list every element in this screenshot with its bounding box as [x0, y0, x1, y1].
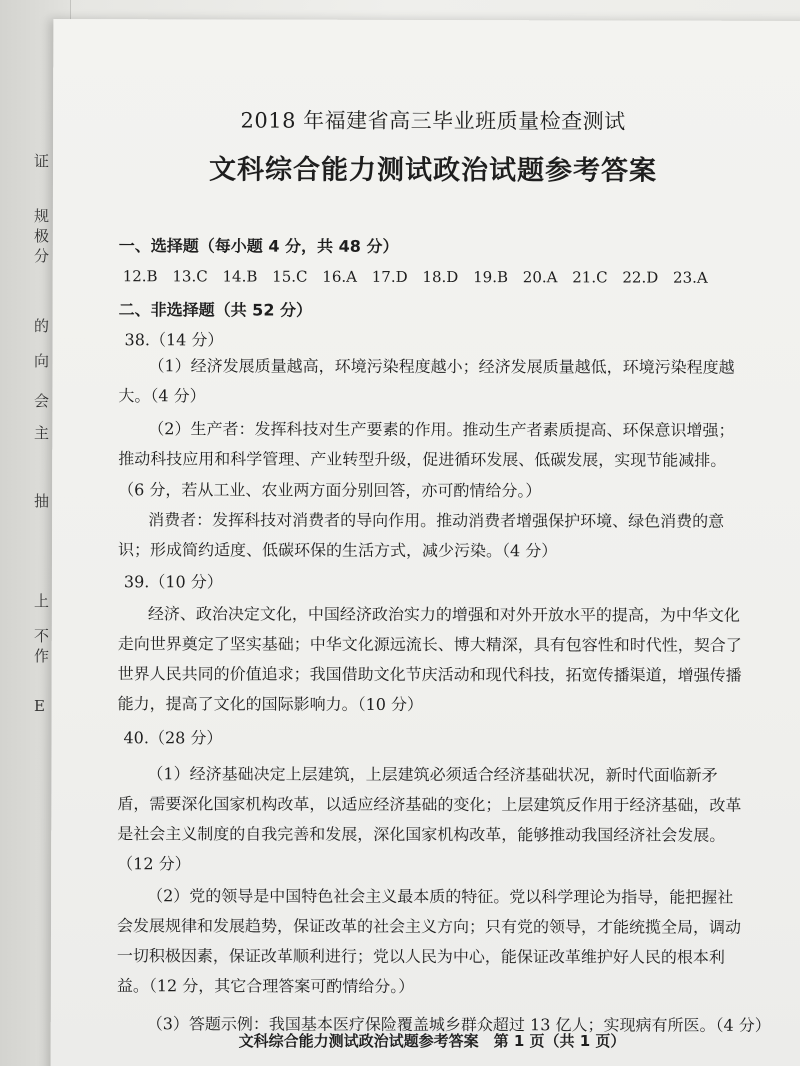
answer-item: 23.A — [673, 268, 708, 287]
answer-item: 15.C — [272, 267, 308, 286]
edge-char: 分 — [34, 247, 50, 265]
q40-text: （2）党的领导是中国特色社会主义最本质的特征。党以科学理论为指导，能把握社 — [147, 886, 734, 907]
q39-text: 世界人民共同的价值追求；我国借助文化节庆活动和现代科技，拓宽传播渠道，增强传播 — [117, 664, 742, 685]
q40-text: 益。（12 分，其它合理答案可酌情给分。） — [116, 976, 415, 996]
edge-char: 上 — [34, 592, 50, 610]
q40-text: 是社会主义制度的自我完善和发展，深化国家机构改革，能够推动我国经济社会发展。 — [117, 824, 726, 845]
q39-label: 39.（10 分） — [123, 572, 223, 592]
q39-text: 走向世界奠定了坚实基础；中华文化源远流长、博大精深，具有包容性和时代性，契合了 — [117, 634, 742, 655]
answer-item: 13.C — [172, 267, 208, 286]
answer-item: 17.D — [371, 267, 408, 286]
q40-text: 一切积极因素，保证改革顺利进行；党以人民为中心，能保证改革维护好人民的根本利 — [116, 946, 725, 967]
q39-text: 经济、政治决定文化，中国经济政治实力的增强和对外开放水平的提高，为中华文化 — [147, 604, 740, 625]
answer-item: 19.B — [473, 268, 509, 287]
choice-answers — [123, 267, 718, 287]
q40-label: 40.（28 分） — [123, 728, 223, 748]
document-title: 2018 年福建省高三毕业班质量检查测试 — [240, 108, 626, 134]
q39-text: 能力，提高了文化的国际影响力。（10 分） — [117, 694, 424, 714]
document-subtitle: 文科综合能力测试政治试题参考答案 — [208, 154, 658, 187]
edge-char: 规 — [34, 207, 50, 225]
answer-item: 16.A — [322, 267, 358, 286]
q38-text: （6 分，若从工业、农业两方面分别回答，亦可酌情给分。） — [118, 480, 542, 501]
q38-label: 38.（14 分） — [124, 330, 224, 350]
answer-item: 18.D — [422, 267, 459, 287]
q38-text: 大。（4 分） — [118, 386, 206, 406]
answer-item: 21.C — [572, 268, 608, 287]
edge-char: E — [34, 697, 45, 715]
answer-item: 20.A — [522, 268, 558, 287]
answer-sheet — [51, 19, 800, 1066]
q38-text: （1）经济发展质量越高，环境污染程度越小；经济发展质量越低，环境污染程度越 — [148, 356, 735, 377]
edge-char: 抽 — [34, 492, 50, 510]
section-2-heading: 二、非选择题（共 52 分） — [118, 300, 313, 320]
q40-text: 盾，需要深化国家机构改革，以适应经济基础的变化；上层建筑反作用于经济基础，改革 — [117, 794, 742, 815]
edge-char: 主 — [34, 424, 50, 442]
edge-char: 证 — [34, 152, 50, 170]
answer-item: 14.B — [222, 267, 258, 286]
q40-text: （3）答题示例：我国基本医疗保险覆盖城乡群众超过 13 亿人；实现病有所医。（4 分） — [146, 1014, 771, 1035]
edge-char: 作 — [34, 647, 50, 665]
edge-char: 向 — [34, 352, 50, 370]
q38-text: 推动科技应用和科学管理、产业转型升级，促进循环发展、低碳发展，实现节能减排。 — [118, 449, 727, 470]
q38-text: 识；形成简约适度、低碳环保的生活方式，减少污染。（4 分） — [117, 540, 558, 561]
q40-text: 会发展规律和发展趋势，保证改革的社会主义方向；只有党的领导，才能统揽全局，调动 — [116, 916, 742, 937]
q38-text: 消费者：发挥科技对消费者的导向作用。推动消费者增强保护环境、绿色消费的意 — [148, 510, 725, 531]
q38-text: （2）生产者：发挥科技对生产要素的作用。推动生产者素质提高、环保意识增强； — [148, 419, 735, 440]
edge-char: 不 — [34, 627, 50, 645]
q40-text: （1）经济基础决定上层建筑，上层建筑必须适合经济基础状况，新时代面临新矛 — [147, 764, 718, 785]
answer-item: 12.B — [122, 267, 158, 286]
edge-char: 的 — [34, 317, 50, 335]
answer-item: 22.D — [622, 268, 659, 287]
q40-text: （12 分） — [117, 854, 191, 874]
section-1-heading: 一、选择题（每小题 4 分，共 48 分） — [118, 236, 399, 256]
page-footer: 文科综合能力测试政治试题参考答案 第 1 页（共 1 页） — [238, 1032, 626, 1050]
edge-char: 极 — [34, 227, 50, 245]
edge-char: 会 — [34, 392, 50, 410]
